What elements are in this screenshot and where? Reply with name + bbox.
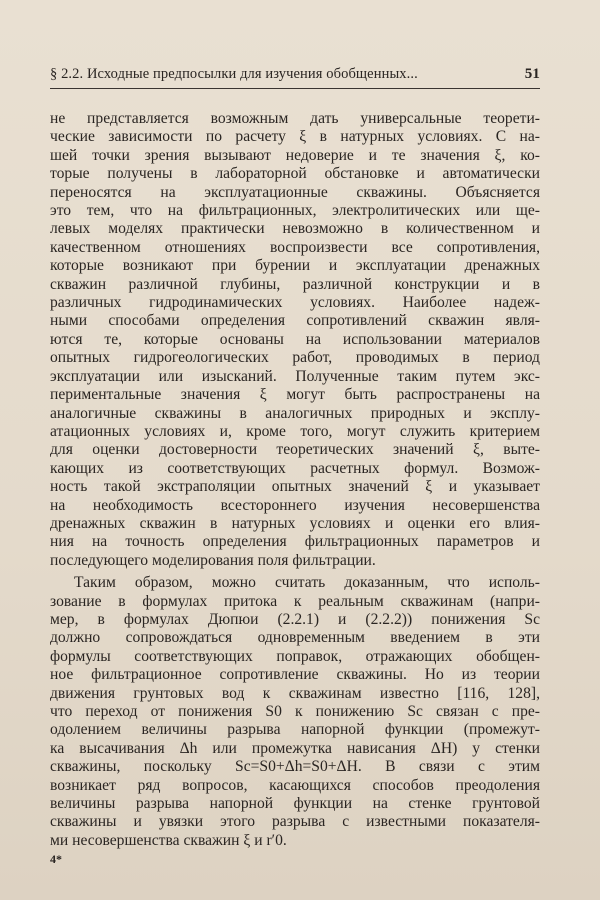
page-number: 51 [524,66,540,82]
text-line: движения грунтовых вод к скважинам известно [116, 128], [50,684,540,702]
text-line: не представляется возможным дать универсальные теорети- [50,110,540,127]
text-line: возникает ряд вопросов, касающихся способов преодоления [50,776,540,794]
text-line: Таким образом, можно считать доказанным, что исполь- [74,574,540,592]
section-title: § 2.2. Исходные предпосылки для изучения обобщенных... [50,66,418,82]
text-line: это тем, что на фильтрационных, электролитических или ще- [50,202,540,220]
text-line: периментальные значения ξ могут быть распространены на [50,386,540,404]
text-line: ность такой экстраполяции опытных значений ξ и указывает [50,478,540,496]
text-line: что переход от понижения S0 к понижению Sc связан с пре- [50,703,540,720]
text-line: опытных гидрогеологических работ, проводимых в период [50,349,540,367]
text-line: ются те, которые основаны на использовании материалов [50,330,540,348]
text-line: ными способами определения сопротивлений скважин явля- [50,312,540,330]
text-line: переносятся на эксплуатационные скважины. Объясняется [50,183,540,201]
text-line: торые получены в лабораторной обстановке и автоматически [50,165,540,183]
text-line: левых моделях практически невозможно в количественном и [50,220,540,238]
text-line: на необходимость всестороннего изучения несовершенства [50,496,540,514]
text-line: ния на точность определения фильтрационных параметров и [50,533,540,551]
text-line: одолением величины разрыва напорной функции (промежут- [50,721,540,739]
signature-mark: 4* [50,852,62,866]
text-line: качественном отношениях воспроизвести все сопротивления, [50,238,540,256]
text-line: последующего моделирования поля фильтрации. [50,551,376,569]
body-text [50,110,540,850]
text-line: ка высачивания Δh или промежутка нависания ΔH) у стенки [50,739,540,757]
text-line: скважины, поскольку Sc=S0+Δh=S0+ΔH. В связи с этим [50,758,540,776]
text-line: шей точки зрения вызывают недоверие и те значения ξ, ко- [50,146,540,164]
text-line: эксплуатации или изысканий. Полученные таким путем экс- [50,367,540,385]
header-rule [50,88,540,89]
text-line: различных гидродинамических условиях. Наиболее надеж- [50,294,540,312]
text-line: ми несовершенства скважин ξ и r′0. [50,831,287,849]
text-line: формулы соответствующих поправок, отражающих обобщен- [50,647,540,665]
text-line: которые возникают при бурении и эксплуатации дренажных [50,257,540,275]
text-line: ное фильтрационное сопротивление скважины. Но из теории [50,666,540,684]
text-line: дренажных скважин в натурных условиях и оценки его влия- [50,514,540,532]
text-line: мер, в формулах Дюпюи (2.2.1) и (2.2.2)) понижения Sc [50,610,540,628]
text-line: ческие зависимости по расчету ξ в натурных условиях. С на- [50,128,540,146]
text-line: кающих из соответствующих расчетных формул. Возмож- [50,459,540,477]
text-line: должно сопровождаться одновременным введением в эти [50,629,540,647]
text-line: атационных условиях и, кроме того, могут служить критерием [50,422,540,440]
text-line: для оценки достоверности теоретических значений ξ, выте- [50,441,540,459]
paragraph [50,574,540,850]
paragraph [50,110,540,570]
text-line: зование в формулах притока к реальным скважинам (напри- [50,592,540,610]
running-header [50,66,540,83]
text-line: величины разрыва напорной функции на стенке грунтовой [50,795,540,813]
text-line: скважины и увязки этого разрыва с известными показателя- [50,813,540,831]
text-line: аналогичные скважины в аналогичных природных и эксплу- [50,404,540,422]
text-line: скважин различной глубины, различной конструкции и в [50,275,540,293]
